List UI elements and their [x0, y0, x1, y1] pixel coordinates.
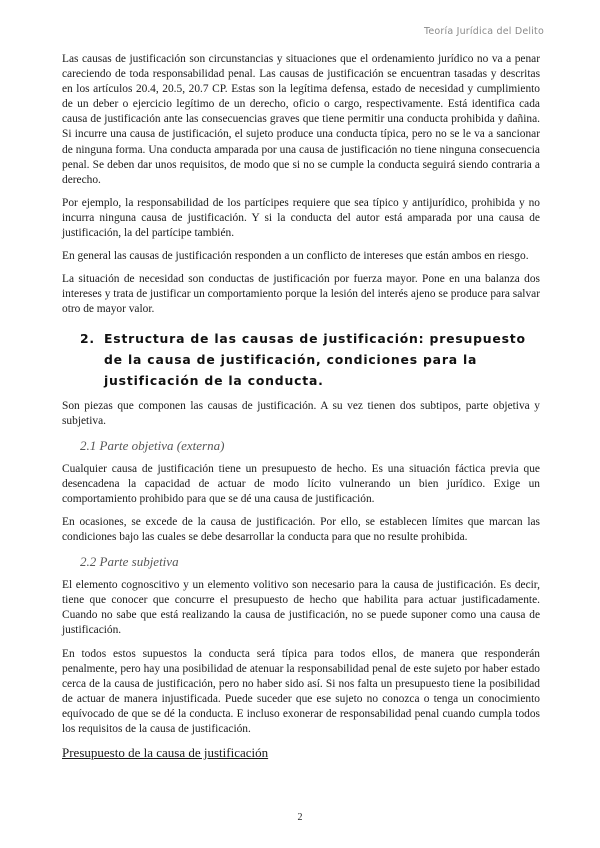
paragraph: En general las causas de justificación responden a un conflicto de intereses que están ambos en riesgo.: [62, 250, 529, 263]
paragraph: El elemento cognoscitivo y un elemento volitivo son necesario para la causa de justificación. Es decir, tiene que conocer que concurre el presupuesto de hecho que habilita para actuar justificadamente. Cuando no sabe que está realizando la causa de justificación, no se puede suponer como una causa de justificación.: [62, 579, 540, 637]
paragraph: La situación de necesidad son conductas de justificación por fuerza mayor. Pone en una balanza dos intereses y trata de justificar un comportamiento porque la lesión del interés ajeno se produce para salvar otro de mayor valor.: [62, 273, 540, 316]
paragraph: Son piezas que componen las causas de justificación. A su vez tienen dos subtipos, parte objetiva y subjetiva.: [62, 399, 540, 427]
subsection-heading: 2.2 Parte subjetiva: [80, 554, 179, 570]
page-number: 2: [297, 812, 303, 823]
document-body: [62, 52, 540, 760]
section-number: 2.: [80, 330, 95, 346]
paragraph: En ocasiones, se excede de la causa de justificación. Por ello, se establecen límites que marcan las condiciones bajo las cuales se debe desarrollar la conducta para que no resulte prohibida.: [62, 515, 540, 544]
section-heading: [80, 328, 540, 391]
paragraph: Cualquier causa de justificación tiene un presupuesto de hecho. Es una situación fáctica previa que desencadena la capacidad de actuar de modo lícito vulnerando un bien jurídico. Exige un comportamiento prohibido para que se dé una causa de justificación.: [62, 462, 540, 505]
underlined-heading: Presupuesto de la causa de justificación: [62, 745, 269, 761]
subsection-heading: 2.1 Parte objetiva (externa): [80, 437, 225, 453]
paragraph: Las causas de justificación son circunstancias y situaciones que el ordenamiento jurídico no va a penar careciendo de toda responsabilidad penal. Las causas de justificación se encuentran tasadas y descritas en los artículos 20.4, 20.5, 20.7 CP. Estas son la legítima defensa, estado de necesidad y cumplimiento de un deber o ejercicio legítimo de un derecho, oficio o cargo, respectivamente. Está identifica cada causa de justificación ante las consecuencias graves que tiene permitir una conducta prohibida y dañina. Si incurre una causa de justificación, el sujeto produce una conducta típica, pero no se le va a sancionar de ninguna forma. Una conducta amparada por una causa de justificación no tiene ninguna consecuencia penal. Se deben dar unos requisitos, de modo que si no se cumple la conducta seguirá siendo contraria a derecho.: [62, 53, 540, 186]
running-header: Teoría Jurídica del Delito: [423, 26, 544, 37]
paragraph: Por ejemplo, la responsabilidad de los partícipes requiere que sea típico y antijurídico, prohibida y no incurra ninguna causa de justificación. Y si la conducta del autor está amparada por una causa de justificación, la del partícipe también.: [62, 196, 540, 240]
section-title: Estructura de las causas de justificación: presupuesto de la causa de justificación, condiciones para la justificación de la conducta.: [104, 330, 526, 388]
paragraph: En todos estos supuestos la conducta será típica para todos ellos, de manera que responderán penalmente, pero hay una posibilidad de atenuar la responsabilidad penal de este sujeto por haber estado cerca de la causa de justificación, pero no haber sido así. Si nos falta un presupuesto tiene la posibilidad de actuar de manera injustificada. Puede suceder que ese sujeto no conozca o tenga un conocimiento equívocado de que se dé la conducta. E incluso exonerar de responsabilidad penal cuando cumpla todos los requisitos de la causa de justificación.: [62, 647, 540, 735]
